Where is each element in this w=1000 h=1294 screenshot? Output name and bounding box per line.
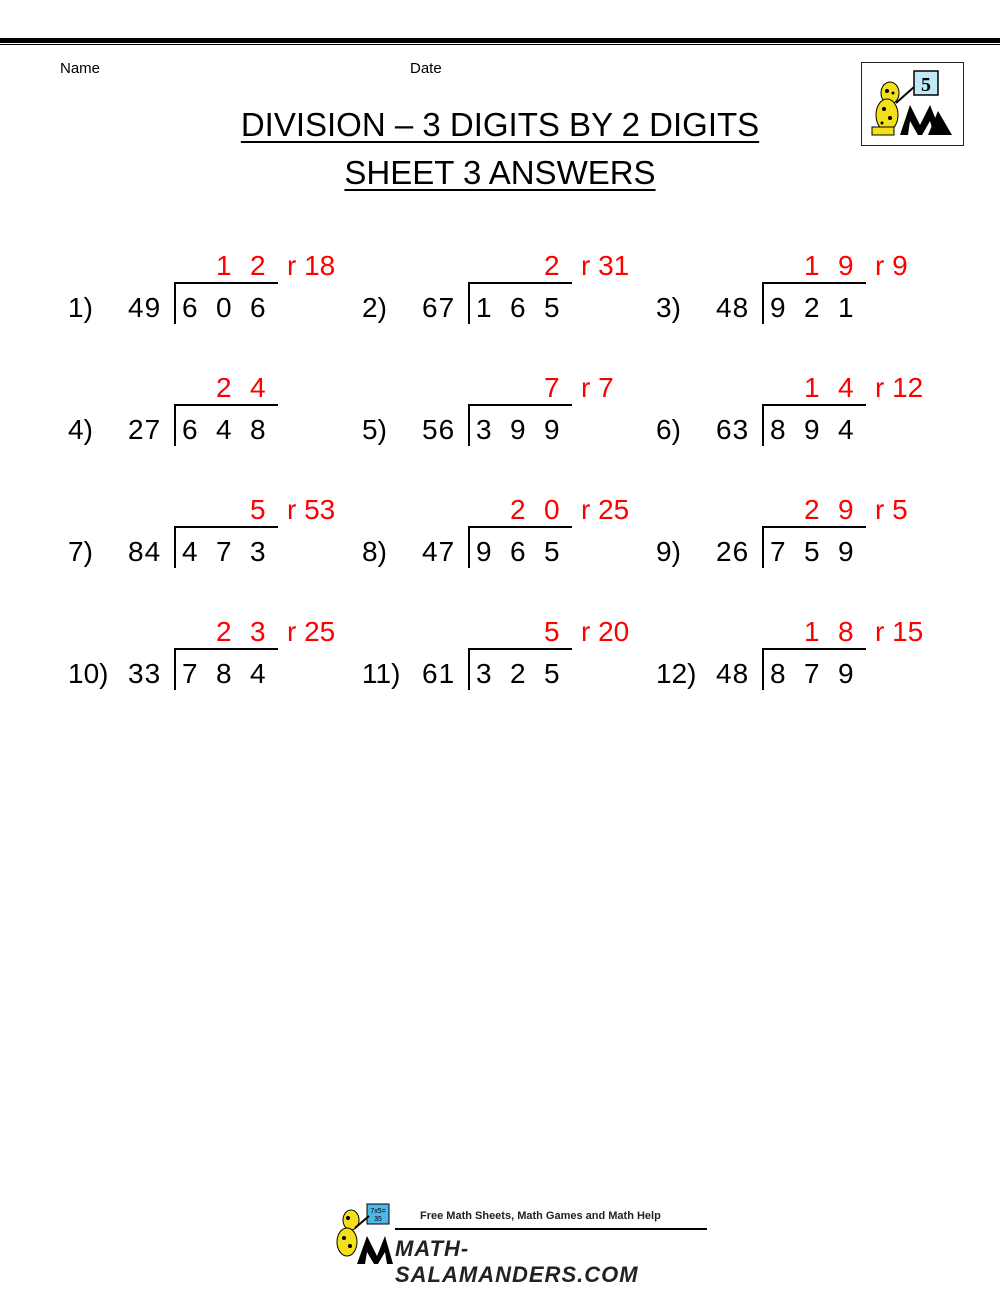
dividend-digit: 4 (216, 414, 232, 445)
footer-site-name: MATH-SALAMANDERS.COM (395, 1236, 639, 1287)
dividend-digit: 1 (838, 292, 854, 323)
divisor: 27 (128, 414, 162, 445)
quotient-answer (182, 250, 284, 282)
problem-number: 12) (656, 658, 697, 689)
dividend-digit: 6 (182, 292, 198, 323)
divisor: 56 (422, 414, 456, 445)
dividend (476, 536, 578, 568)
division-problem (362, 250, 662, 340)
quotient-digit: 1 (804, 372, 820, 403)
dividend-digit: 6 (182, 414, 198, 445)
dividend-digit: 9 (770, 292, 786, 323)
remainder-answer: r 20 (581, 616, 630, 647)
dividend-digit: 4 (838, 414, 854, 445)
division-problem (362, 494, 662, 584)
problem-number: 10) (68, 658, 109, 689)
divisor: 33 (128, 658, 162, 689)
quotient-digit: 2 (216, 616, 232, 647)
dividend (770, 414, 872, 446)
quotient-digit: 0 (544, 494, 560, 525)
problem-number: 6) (656, 414, 681, 445)
svg-text:7x5=: 7x5= (370, 1208, 386, 1215)
dividend-digit: 6 (510, 292, 526, 323)
remainder-answer: r 53 (287, 494, 336, 525)
problem-number: 7) (68, 536, 93, 567)
dividend-digit: 7 (182, 658, 198, 689)
remainder-answer: r 31 (581, 250, 630, 281)
problem-number: 8) (362, 536, 387, 567)
problem-number: 3) (656, 292, 681, 323)
dividend-digit: 8 (770, 658, 786, 689)
division-problem (68, 616, 368, 706)
quotient-answer (476, 616, 578, 648)
quotient-digit: 7 (544, 372, 560, 403)
dividend-digit: 8 (216, 658, 232, 689)
divisor: 84 (128, 536, 162, 567)
quotient-digit: 3 (250, 616, 266, 647)
quotient-digit: 9 (838, 250, 854, 281)
dividend-digit: 6 (250, 292, 266, 323)
dividend (182, 414, 284, 446)
dividend (182, 536, 284, 568)
divisor: 49 (128, 292, 162, 323)
divisor: 48 (716, 292, 750, 323)
remainder-answer: r 7 (581, 372, 614, 403)
remainder-answer: r 25 (287, 616, 336, 647)
divisor: 63 (716, 414, 750, 445)
quotient-digit: 2 (216, 372, 232, 403)
dividend-digit: 6 (510, 536, 526, 567)
division-problem (68, 372, 368, 462)
quotient-answer (476, 494, 578, 526)
problem-number: 2) (362, 292, 387, 323)
remainder-answer: r 5 (875, 494, 908, 525)
division-problem (656, 250, 956, 340)
quotient-answer (476, 372, 578, 404)
problem-number: 9) (656, 536, 681, 567)
dividend (476, 658, 578, 690)
dividend-digit: 7 (216, 536, 232, 567)
quotient-digit: 4 (250, 372, 266, 403)
dividend (476, 292, 578, 324)
divisor: 61 (422, 658, 456, 689)
dividend-digit: 5 (544, 292, 560, 323)
problem-number: 5) (362, 414, 387, 445)
dividend-digit: 5 (544, 536, 560, 567)
quotient-digit: 2 (510, 494, 526, 525)
remainder-answer: r 18 (287, 250, 336, 281)
remainder-answer: r 9 (875, 250, 908, 281)
dividend (770, 292, 872, 324)
quotient-answer (770, 372, 872, 404)
quotient-answer (476, 250, 578, 282)
quotient-answer (770, 494, 872, 526)
quotient-answer (182, 494, 284, 526)
top-rule (0, 38, 1000, 43)
dividend-digit: 3 (476, 658, 492, 689)
divisor: 67 (422, 292, 456, 323)
divisor: 26 (716, 536, 750, 567)
dividend-digit: 9 (510, 414, 526, 445)
quotient-digit: 1 (804, 616, 820, 647)
name-label: Name (60, 60, 101, 77)
division-problem (656, 494, 956, 584)
problem-number: 11) (362, 658, 401, 689)
dividend-digit: 3 (250, 536, 266, 567)
quotient-digit: 1 (216, 250, 232, 281)
quotient-answer (182, 372, 284, 404)
title-line-1: DIVISION – 3 DIGITS BY 2 DIGITS (240, 106, 760, 143)
quotient-digit: 2 (544, 250, 560, 281)
worksheet-subtitle (0, 154, 1000, 192)
footer-rule (395, 1228, 707, 1230)
quotient-answer (770, 250, 872, 282)
dividend-digit: 9 (544, 414, 560, 445)
title-line-2: SHEET 3 ANSWERS (344, 154, 656, 191)
division-problem (656, 616, 956, 706)
dividend-digit: 4 (250, 658, 266, 689)
dividend-digit: 2 (804, 292, 820, 323)
quotient-digit: 8 (838, 616, 854, 647)
quotient-digit: 9 (838, 494, 854, 525)
dividend (770, 536, 872, 568)
dividend-digit: 8 (250, 414, 266, 445)
dividend-digit: 3 (476, 414, 492, 445)
dividend-digit: 1 (476, 292, 492, 323)
dividend (182, 292, 284, 324)
divisor: 48 (716, 658, 750, 689)
divisor: 47 (422, 536, 456, 567)
dividend-digit: 9 (476, 536, 492, 567)
dividend-digit: 5 (804, 536, 820, 567)
top-rule-thin (0, 44, 1000, 45)
dividend-digit: 9 (804, 414, 820, 445)
dividend-digit: 9 (838, 658, 854, 689)
worksheet-title (0, 106, 1000, 144)
dividend-digit: 7 (804, 658, 820, 689)
quotient-digit: 2 (250, 250, 266, 281)
remainder-answer: r 25 (581, 494, 630, 525)
dividend (476, 414, 578, 446)
division-problem (656, 372, 956, 462)
quotient-digit: 4 (838, 372, 854, 403)
problem-number: 1) (68, 292, 93, 323)
dividend-digit: 2 (510, 658, 526, 689)
dividend-digit: 4 (182, 536, 198, 567)
date-label: Date (410, 60, 442, 77)
quotient-digit: 5 (250, 494, 266, 525)
division-problem (68, 250, 368, 340)
division-problem (68, 494, 368, 584)
division-problem (362, 616, 662, 706)
footer-banner (325, 1198, 710, 1287)
division-problem (362, 372, 662, 462)
footer-tagline: Free Math Sheets, Math Games and Math Help (420, 1210, 661, 1222)
quotient-digit: 2 (804, 494, 820, 525)
quotient-answer (770, 616, 872, 648)
dividend-digit: 5 (544, 658, 560, 689)
grade-number: 5 (921, 74, 931, 96)
quotient-answer (182, 616, 284, 648)
quotient-digit: 5 (544, 616, 560, 647)
dividend-digit: 9 (838, 536, 854, 567)
dividend (182, 658, 284, 690)
dividend (770, 658, 872, 690)
dividend-digit: 0 (216, 292, 232, 323)
remainder-answer: r 12 (875, 372, 924, 403)
problem-number: 4) (68, 414, 93, 445)
quotient-digit: 1 (804, 250, 820, 281)
svg-text:35: 35 (374, 1216, 382, 1223)
dividend-digit: 7 (770, 536, 786, 567)
dividend-digit: 8 (770, 414, 786, 445)
remainder-answer: r 15 (875, 616, 924, 647)
footer-logo-icon (325, 1198, 395, 1268)
